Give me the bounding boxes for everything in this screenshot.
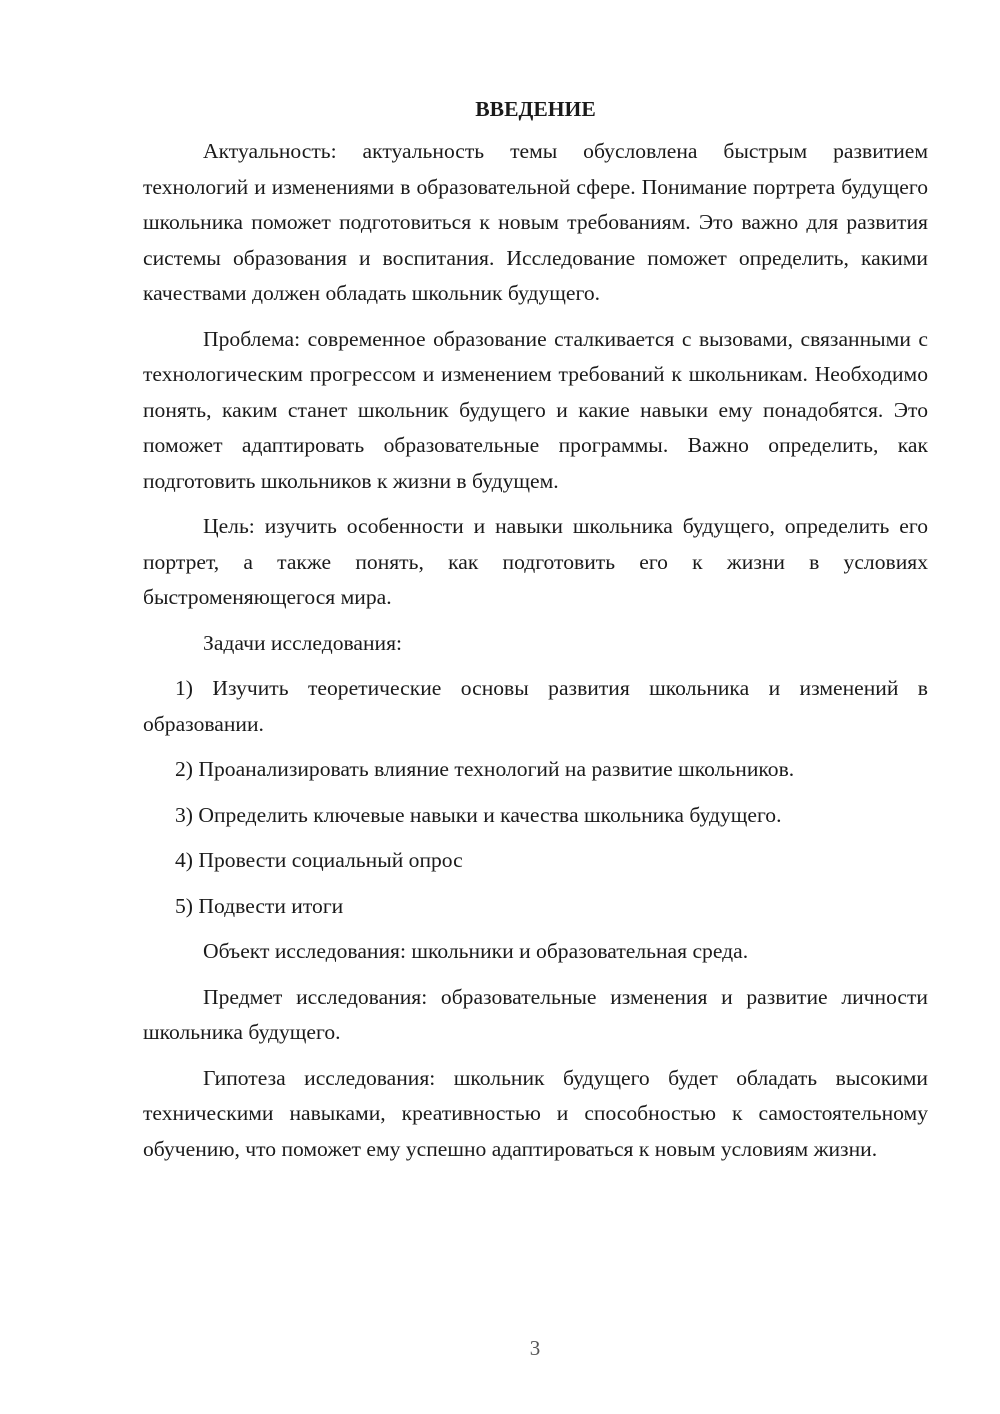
- task-item-2: 2) Проанализировать влияние технологий на развитие школьников.: [175, 757, 795, 781]
- paragraph-subject: Предмет исследования: образовательные изменения и развитие личности школьника будущего.: [143, 984, 928, 1044]
- paragraph-object: Объект исследования: школьники и образовательная среда.: [203, 939, 749, 963]
- paragraph-goal: Цель: изучить особенности и навыки школьника будущего, определить его портрет, а также понять, как подготовить его к жизни в условиях быстроменяющегося мира.: [143, 514, 928, 609]
- paragraph-hypothesis: Гипотеза исследования: школьник будущего будет обладать высокими техническими навыками, креативностью и способностью к самостоятельному обучению, что поможет ему успешно адаптироваться к новым условиям жизни.: [143, 1065, 928, 1161]
- page-title: ВВЕДЕНИЕ: [475, 97, 596, 121]
- task-item-5: 5) Подвести итоги: [175, 893, 344, 918]
- paragraph-relevance: Актуальность: актуальность темы обусловлена быстрым развитием технологий и изменениями в образовательной сфере. Понимание портрета будущего школьника поможет подготовиться к новым требованиям. Это важно для развития системы образования и воспитания. Исследование поможет определить, какими качествами должен обладать школьник будущего.: [143, 139, 928, 305]
- task-item-3: 3) Определить ключевые навыки и качества школьника будущего.: [175, 802, 782, 827]
- task-item-4: 4) Провести социальный опрос: [175, 848, 463, 872]
- page-number: 3: [529, 1336, 541, 1360]
- paragraph-tasks-heading: Задачи исследования:: [203, 630, 403, 655]
- document-page: [143, 92, 928, 1177]
- task-item-1: 1) Изучить теоретические основы развития школьника и изменений в образовании.: [143, 676, 928, 736]
- paragraph-problem: Проблема: современное образование сталкивается с вызовами, связанными с технологическим прогрессом и изменением требований к школьникам. Необходимо понять, каким станет школьник будущего и какие навыки ему понадобятся. Это поможет адаптировать образовательные программы. Важно определить, как подготовить школьников к жизни в будущем.: [143, 326, 928, 493]
